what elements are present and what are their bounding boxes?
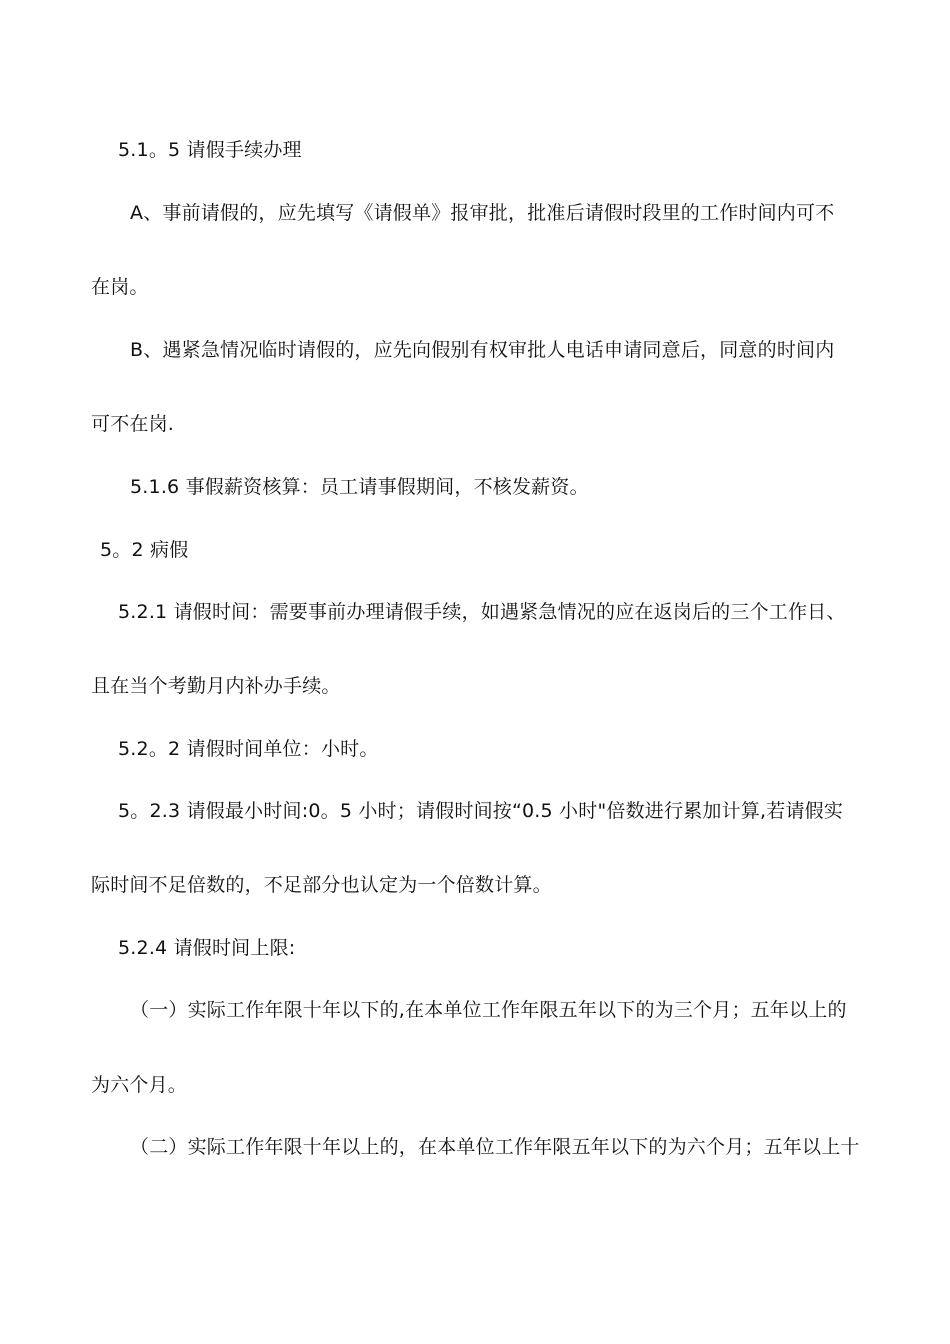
- paragraph-line: 可不在岗.: [91, 413, 175, 435]
- paragraph-line: 且在当个考勤月内补办手续。: [91, 675, 341, 697]
- paragraph-line: 为六个月。: [91, 1074, 188, 1096]
- heading-5-2: 5。2 病假: [100, 539, 189, 561]
- heading-5-2-4: 5.2.4 请假时间上限:: [118, 937, 296, 959]
- heading-5-2-1: 5.2.1 请假时间：需要事前办理请假手续，如遇紧急情况的应在返岗后的三个工作日、: [118, 601, 846, 623]
- heading-5-1-5: 5.1。5 请假手续办理: [118, 139, 302, 161]
- paragraph-line: B、遇紧急情况临时请假的，应先向假别有权审批人电话申请同意后，同意的时间内: [130, 339, 835, 361]
- paragraph-line: 在岗。: [91, 276, 149, 298]
- list-item-2: （二）实际工作年限十年以上的，在本单位工作年限五年以下的为六个月；五年以上十: [130, 1136, 860, 1158]
- paragraph-line: 际时间不足倍数的，不足部分也认定为一个倍数计算。: [91, 874, 552, 896]
- paragraph-line: A、事前请假的，应先填写《请假单》报审批，批准后请假时段里的工作时间内可不: [130, 202, 835, 224]
- heading-5-2-2: 5.2。2 请假时间单位：小时。: [118, 738, 379, 760]
- heading-5-2-3: 5。2.3 请假最小时间:0。5 小时；请假时间按“0.5 小时"倍数进行累加计算,若请假实: [118, 800, 844, 822]
- list-item-1: （一）实际工作年限十年以下的,在本单位工作年限五年以下的为三个月；五年以上的: [130, 999, 847, 1021]
- heading-5-1-6: 5.1.6 事假薪资核算：员工请事假期间，不核发薪资。: [130, 476, 589, 498]
